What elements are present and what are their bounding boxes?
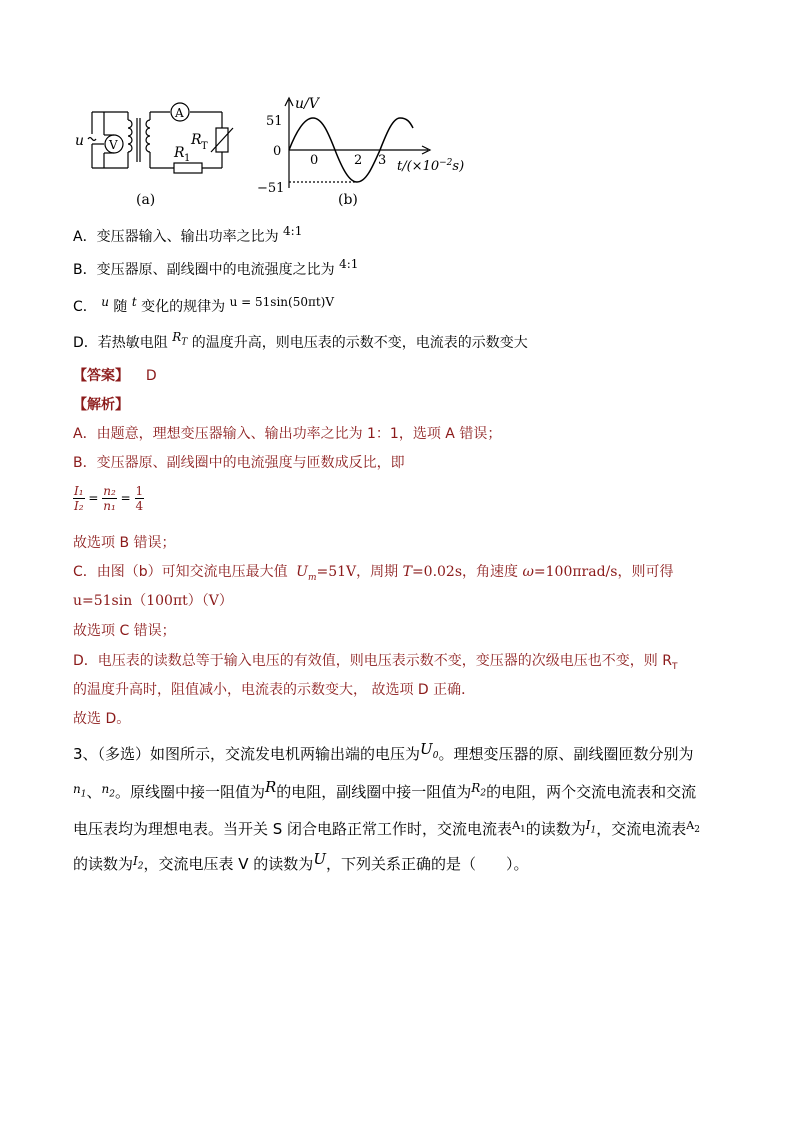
analysis-b-wrong: 故选项 B 错误；: [73, 535, 176, 551]
answer-line: 【答案】 D: [73, 368, 157, 384]
x-tick-0: 0: [310, 153, 319, 168]
option-c[interactable]: C． u 随 t 变化的规律为 u = 51sin(50πt)V: [73, 295, 335, 315]
voltmeter-label: V: [109, 138, 118, 152]
rt-label: R: [191, 132, 202, 148]
x-axis-label: $t/(\times 10^{-2}s)$: [397, 158, 465, 174]
question3-line3: 电压表均为理想电表。当开关 S 闭合电路正常工作时，交流电流表$^{A_1}$的读数为$^{I_1}$，交流电流表$^{A_2}$: [73, 818, 700, 838]
question3-line2: $^{n_1}$、$^{n_2}$。原线圈中接一阻值为R的电阻，副线圈中接一阻值为$^{R_2}$的电阻，两个交流电流表和交流: [73, 778, 697, 801]
option-a[interactable]: A．变压器输入、输出功率之比为 4:1: [73, 224, 303, 245]
ammeter-label: A: [175, 106, 184, 120]
y-tick-0: 0: [273, 144, 282, 159]
caption-a: (a): [136, 192, 156, 208]
analysis-d-1: D．电压表的读数总等于输入电压的有效值，则电压表示数不变，变压器的次级电压也不变，则 $R_T$: [73, 653, 678, 672]
question3-line1: 3、（多选）如图所示，交流发电机两输出端的电压为$U_0$。理想变压器的原、副线圈匝数分别为: [73, 740, 694, 763]
analysis-label: 【解析】: [73, 397, 129, 413]
source-u-label: u: [75, 133, 85, 149]
y-tick-neg51: −51: [257, 181, 285, 196]
analysis-b: B．变压器原、副线圈中的电流强度与匝数成反比，即: [73, 455, 405, 471]
r1-label: R: [174, 145, 185, 161]
rt-sub: T: [201, 141, 208, 152]
analysis-a: A．由题意，理想变压器输入、输出功率之比为 1：1，选项 A 错误；: [73, 426, 502, 442]
analysis-c: C．由图（b）可知交流电压最大值 $U_m=51V$，周期 T=0.02s，角速度 ω=100πrad/s，则可得: [73, 564, 674, 583]
analysis-c-wrong: 故选项 C 错误；: [73, 623, 176, 639]
figure-area: [70, 92, 510, 214]
caption-b: (b): [338, 192, 358, 208]
analysis-c-formula: u=51sin（100πt）（V）: [73, 593, 233, 609]
analysis-choose: 故选 D。: [73, 711, 131, 727]
x-tick-3: 3: [378, 153, 387, 168]
x-tick-2: 2: [354, 153, 363, 168]
analysis-b-formula: $\frac{\text{I₁}}{\text{I₂}}$ = $\frac{\text{n₂}}{\text{n₁}}$ = $\frac{1}{4}$: [74, 484, 144, 513]
analysis-d-2: 的温度升高时，阻值减小，电流表的示数变大， 故选项 D 正确．: [73, 682, 476, 698]
r1-sub: 1: [184, 153, 191, 164]
option-d[interactable]: D．若热敏电阻 $R_T$ 的温度升高，则电压表的示数不变，电流表的示数变大: [73, 330, 528, 351]
y-tick-51: 51: [266, 114, 283, 129]
option-b[interactable]: B．变压器原、副线圈中的电流强度之比为 4:1: [73, 257, 359, 278]
y-axis-label: u/V: [295, 96, 319, 112]
question3-line4: 的读数为$^{I_2}$，交流电压表 V 的读数为U，下列关系正确的是（ ）。: [73, 850, 529, 873]
